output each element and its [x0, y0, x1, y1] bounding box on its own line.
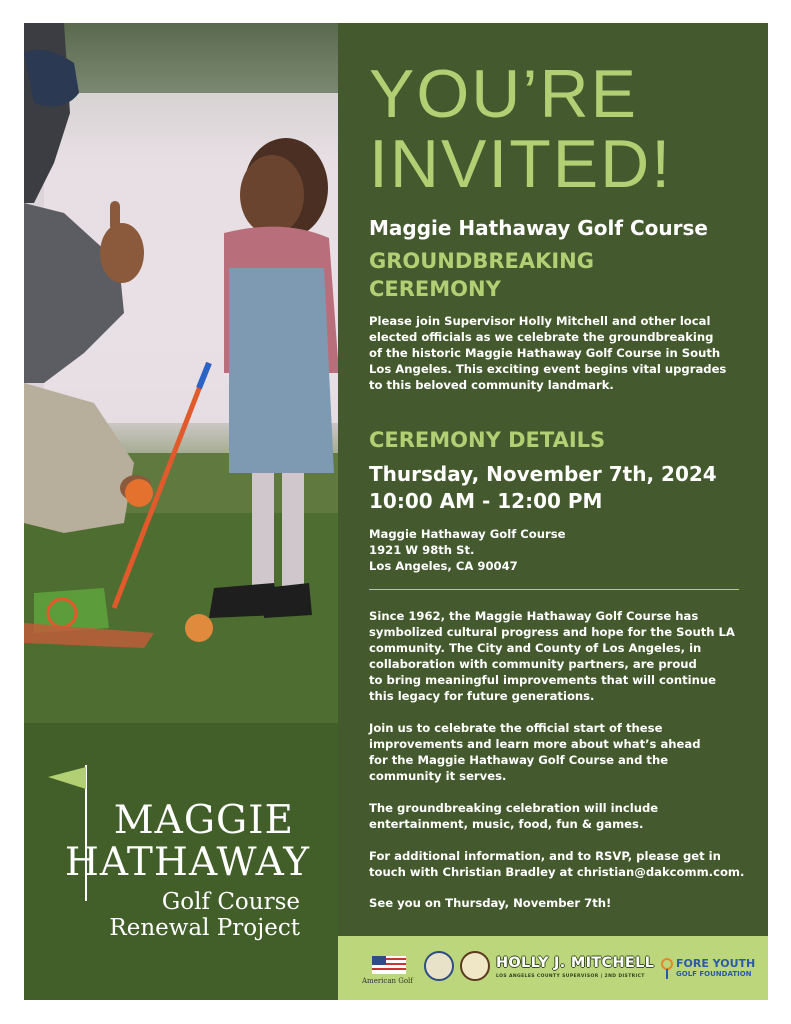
hero-photo — [24, 23, 338, 1000]
headline-line-2: INVITED! — [369, 126, 673, 202]
details-heading: CEREMONY DETAILS — [369, 428, 606, 452]
closing-line: See you on Thursday, November 7th! — [369, 896, 612, 910]
event-title-line-1: GROUNDBREAKING — [369, 249, 594, 273]
headline-line-1: YOU’RE — [369, 56, 638, 132]
celebration-line: entertainment, music, food, fun & games. — [369, 817, 644, 831]
invitation-panel — [338, 23, 768, 936]
fore-youth-subtitle: GOLF FOUNDATION — [676, 970, 752, 978]
golf-ball-ground — [185, 614, 213, 642]
fore-youth-logo: FORE YOUTH — [676, 957, 756, 970]
history-line: to bring meaningful improvements that will continue — [369, 673, 716, 687]
celebration-paragraph — [369, 800, 754, 832]
event-time: 10:00 AM - 12:00 PM — [369, 489, 603, 513]
history-line: symbolized cultural progress and hope for the South LA — [369, 625, 735, 639]
join-line: improvements and learn more about what’s ahead — [369, 737, 701, 751]
county-seal-icon — [460, 951, 490, 981]
logo-line-maggie: MAGGIE — [113, 798, 294, 843]
fore-youth-icon — [660, 958, 674, 980]
holly-mitchell-logo: HOLLY J. MITCHELL — [496, 955, 655, 971]
join-paragraph — [369, 720, 754, 784]
join-line: for the Maggie Hathaway Golf Course and the — [369, 753, 669, 767]
history-line: community. The City and County of Los Angeles, in — [369, 641, 702, 655]
event-title-line-2: CEREMONY — [369, 277, 501, 301]
american-golf-logo: American Golf — [362, 977, 413, 985]
celebration-line: The groundbreaking celebration will include — [369, 801, 659, 815]
venue-title: Maggie Hathaway Golf Course — [369, 216, 708, 240]
history-paragraph — [369, 608, 754, 704]
join-line: community it serves. — [369, 769, 507, 783]
child-shoe-right — [264, 583, 312, 618]
sponsor-strip — [338, 936, 768, 1000]
address-line: Maggie Hathaway Golf Course — [369, 527, 566, 541]
thumbs-up-hand — [100, 223, 144, 283]
history-line: this legacy for future generations. — [369, 689, 595, 703]
intro-line: Please join Supervisor Holly Mitchell and other local — [369, 314, 711, 328]
child-leg-right — [282, 473, 304, 588]
intro-line: elected officials as we celebrate the groundbreaking — [369, 330, 714, 344]
intro-line: to this beloved community landmark. — [369, 378, 614, 392]
city-seal-icon — [424, 951, 454, 981]
child-overalls — [229, 268, 334, 473]
logo-line-golf-course: Golf Course — [161, 889, 300, 915]
golf-ball-orange — [125, 479, 153, 507]
flyer — [24, 23, 768, 1000]
child-leg-left — [252, 473, 274, 588]
join-line: Join us to celebrate the official start of these — [369, 721, 663, 735]
american-golf-flag-icon — [372, 956, 406, 974]
intro-line: of the historic Maggie Hathaway Golf Course in South — [369, 346, 721, 360]
address-line: Los Angeles, CA 90047 — [369, 559, 518, 573]
intro-paragraph — [369, 313, 749, 393]
history-line: collaboration with community partners, are proud — [369, 657, 697, 671]
address-line: 1921 W 98th St. — [369, 543, 475, 557]
event-date: Thursday, November 7th, 2024 — [369, 462, 717, 486]
rsvp-line: touch with Christian Bradley at christian@dakcomm.com. — [369, 865, 745, 879]
event-title — [369, 247, 669, 303]
intro-line: Los Angeles. This exciting event begins vital upgrades — [369, 362, 727, 376]
headline — [369, 56, 673, 202]
rsvp-paragraph — [369, 848, 754, 880]
logo-line-hathaway: HATHAWAY — [64, 840, 310, 885]
divider — [369, 589, 739, 590]
logo-line-renewal: Renewal Project — [109, 915, 300, 941]
rsvp-line: For additional information, and to RSVP, please get in — [369, 849, 721, 863]
holly-mitchell-subtitle: LOS ANGELES COUNTY SUPERVISOR | 2ND DISTRICT — [496, 974, 645, 979]
history-line: Since 1962, the Maggie Hathaway Golf Course has — [369, 609, 699, 623]
